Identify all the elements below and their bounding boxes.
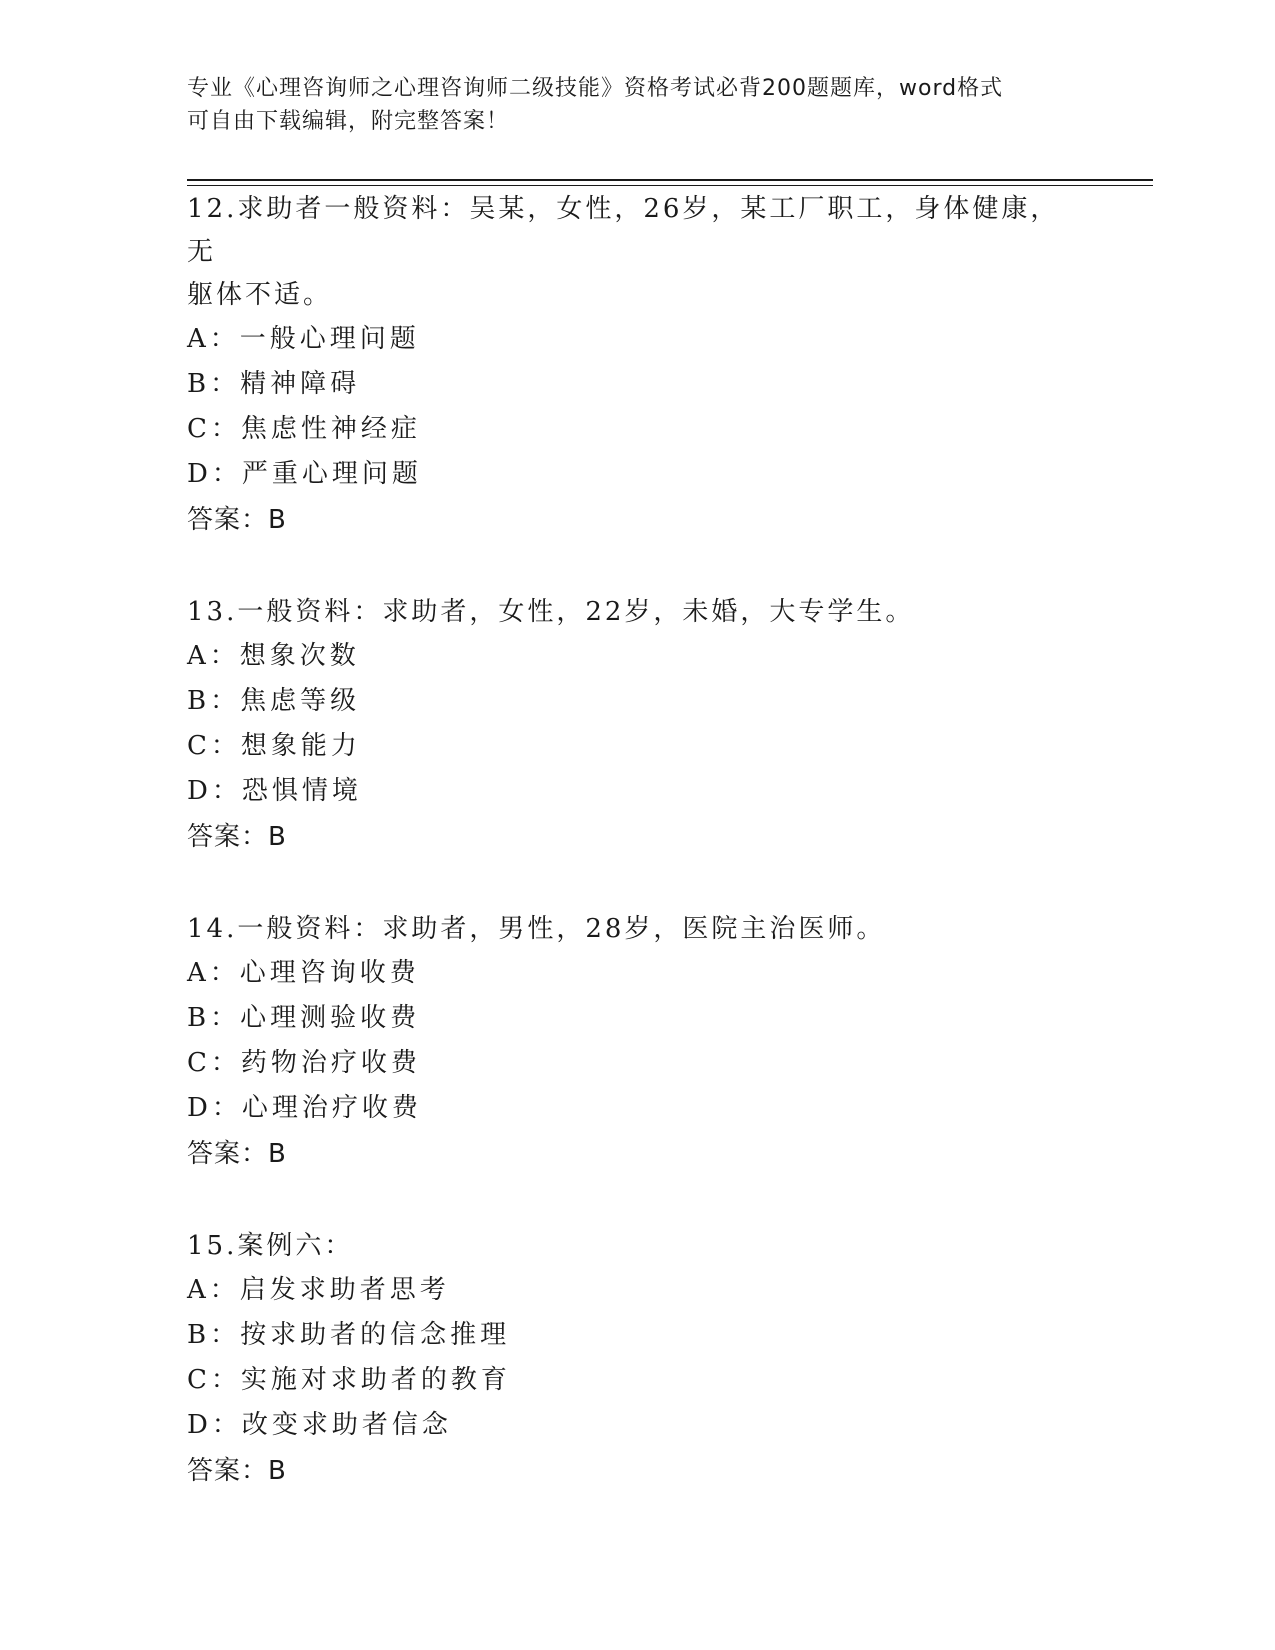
question-list (187, 188, 1087, 1542)
header-line-1: 专业《心理咨询师之心理咨询师二级技能》资格考试必背200题题库，word格式 (187, 76, 1004, 101)
option-d: D：恐惧情境 (187, 776, 362, 806)
option-a: A：一般心理问题 (187, 324, 420, 354)
question-13 (187, 591, 1087, 860)
option-b: B：按求助者的信念推理 (187, 1320, 511, 1350)
option-b: B：心理测验收费 (187, 1003, 421, 1033)
answer: 答案：B (187, 1139, 287, 1169)
answer: 答案：B (187, 822, 287, 852)
question-stem-continued: 躯体不适。 (187, 280, 333, 310)
answer: 答案：B (187, 1456, 287, 1486)
question-stem: 14.一般资料：求助者，男性，28岁，医院主治医师。 (187, 914, 886, 944)
question-14 (187, 908, 1087, 1177)
option-d: D：严重心理问题 (187, 459, 422, 489)
option-d: D：改变求助者信念 (187, 1410, 452, 1440)
option-c: C：实施对求助者的教育 (187, 1365, 511, 1395)
option-c: C：想象能力 (187, 731, 361, 761)
option-a: A：心理咨询收费 (187, 958, 420, 988)
option-a: A：想象次数 (187, 641, 360, 671)
document-header (187, 72, 1087, 138)
header-divider-thick (187, 179, 1153, 181)
answer: 答案：B (187, 505, 287, 535)
option-d: D：心理治疗收费 (187, 1093, 422, 1123)
option-b: B：焦虑等级 (187, 686, 361, 716)
header-divider-thin (187, 185, 1153, 186)
option-c: C：药物治疗收费 (187, 1048, 421, 1078)
option-c: C：焦虑性神经症 (187, 414, 421, 444)
question-stem: 12.求助者一般资料：吴某，女性，26岁，某工厂职工，身体健康，无 (187, 194, 1060, 267)
question-15 (187, 1225, 1087, 1494)
header-line-2: 可自由下载编辑，附完整答案！ (187, 109, 510, 134)
question-12 (187, 188, 1087, 543)
question-stem: 15.案例六： (187, 1231, 354, 1261)
question-stem: 13.一般资料：求助者，女性，22岁，未婚，大专学生。 (187, 597, 915, 627)
option-b: B：精神障碍 (187, 369, 361, 399)
option-a: A：启发求助者思考 (187, 1275, 450, 1305)
